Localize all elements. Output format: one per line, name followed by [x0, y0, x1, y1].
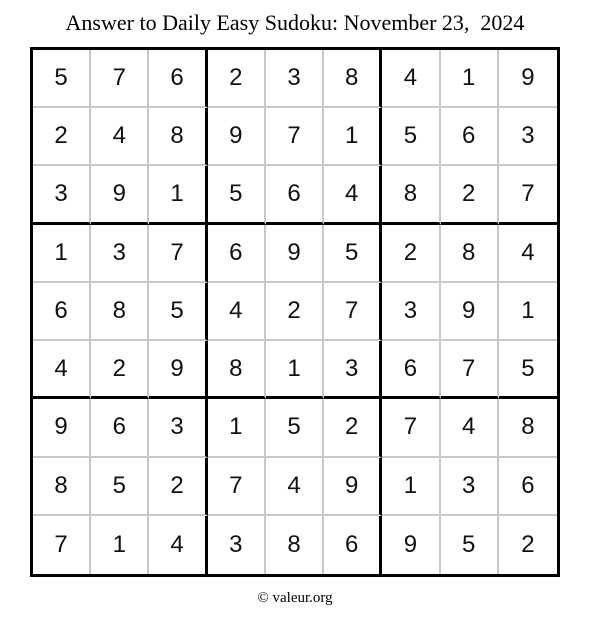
sudoku-cell-r9-c8: 5 — [441, 516, 499, 574]
sudoku-cell-r8-c3: 2 — [149, 458, 207, 516]
sudoku-board — [30, 47, 560, 577]
sudoku-cell-r3-c2: 9 — [91, 166, 149, 224]
sudoku-cell-r8-c5: 4 — [266, 458, 324, 516]
sudoku-cell-r5-c1: 6 — [33, 283, 91, 341]
sudoku-cell-r7-c5: 5 — [266, 399, 324, 457]
sudoku-cell-r8-c6: 9 — [324, 458, 382, 516]
sudoku-cell-r6-c7: 6 — [382, 341, 440, 399]
sudoku-cell-r7-c2: 6 — [91, 399, 149, 457]
sudoku-cell-r6-c8: 7 — [441, 341, 499, 399]
sudoku-cell-r1-c8: 1 — [441, 50, 499, 108]
sudoku-cell-r2-c5: 7 — [266, 108, 324, 166]
sudoku-cell-r8-c8: 3 — [441, 458, 499, 516]
sudoku-cell-r9-c6: 6 — [324, 516, 382, 574]
sudoku-cell-r2-c3: 8 — [149, 108, 207, 166]
sudoku-cell-r6-c4: 8 — [208, 341, 266, 399]
sudoku-cell-r2-c2: 4 — [91, 108, 149, 166]
sudoku-cell-r8-c1: 8 — [33, 458, 91, 516]
sudoku-cell-r9-c5: 8 — [266, 516, 324, 574]
sudoku-cell-r4-c3: 7 — [149, 225, 207, 283]
sudoku-cell-r5-c6: 7 — [324, 283, 382, 341]
sudoku-cell-r5-c7: 3 — [382, 283, 440, 341]
sudoku-cell-r3-c1: 3 — [33, 166, 91, 224]
sudoku-cell-r4-c2: 3 — [91, 225, 149, 283]
sudoku-cell-r5-c9: 1 — [499, 283, 557, 341]
sudoku-cell-r1-c1: 5 — [33, 50, 91, 108]
sudoku-cell-r4-c6: 5 — [324, 225, 382, 283]
sudoku-cell-r4-c7: 2 — [382, 225, 440, 283]
sudoku-cell-r1-c3: 6 — [149, 50, 207, 108]
sudoku-cell-r5-c4: 4 — [208, 283, 266, 341]
sudoku-cell-r6-c1: 4 — [33, 341, 91, 399]
sudoku-cell-r9-c3: 4 — [149, 516, 207, 574]
sudoku-cell-r5-c8: 9 — [441, 283, 499, 341]
sudoku-cell-r9-c9: 2 — [521, 530, 535, 558]
sudoku-cell-r3-c3: 1 — [149, 166, 207, 224]
sudoku-cell-r1-c6: 8 — [324, 50, 382, 108]
sudoku-cell-r3-c9: 7 — [499, 166, 557, 224]
sudoku-cell-r2-c1: 2 — [33, 108, 91, 166]
sudoku-cell-r4-c8: 8 — [441, 225, 499, 283]
sudoku-cell-r1-c2: 7 — [91, 50, 149, 108]
sudoku-cell-r4-c4: 6 — [208, 225, 266, 283]
sudoku-cell-r4-c5: 9 — [266, 225, 324, 283]
sudoku-cell-r6-c6: 3 — [324, 341, 382, 399]
sudoku-cell-r2-c4: 9 — [208, 108, 266, 166]
sudoku-cell-r9-c1: 7 — [33, 516, 91, 574]
sudoku-cell-r6-c5: 1 — [266, 341, 324, 399]
sudoku-cell-r8-c7: 1 — [382, 458, 440, 516]
sudoku-cell-r4-c1: 1 — [33, 225, 91, 283]
sudoku-cell-r7-c6: 2 — [324, 399, 382, 457]
sudoku-cell-r3-c4: 5 — [208, 166, 266, 224]
sudoku-cell-r8-c4: 7 — [208, 458, 266, 516]
sudoku-cell-r8-c9: 6 — [499, 458, 557, 516]
sudoku-cell-r7-c7: 7 — [382, 399, 440, 457]
sudoku-cell-r6-c2: 2 — [91, 341, 149, 399]
sudoku-cell-r7-c4: 1 — [208, 399, 266, 457]
sudoku-cell-r4-c9: 4 — [499, 225, 557, 283]
sudoku-cell-r8-c2: 5 — [91, 458, 149, 516]
sudoku-cell-r6-c9: 5 — [499, 341, 557, 399]
sudoku-cell-r2-c7: 5 — [382, 108, 440, 166]
sudoku-cell-r3-c8: 2 — [441, 166, 499, 224]
sudoku-cell-r1-c5: 3 — [266, 50, 324, 108]
sudoku-cell-r5-c5: 2 — [266, 283, 324, 341]
sudoku-cell-r1-c7: 4 — [382, 50, 440, 108]
sudoku-cell-r9-c7: 9 — [382, 516, 440, 574]
sudoku-cell-r1-c9: 9 — [499, 50, 557, 108]
sudoku-cell-r5-c2: 8 — [91, 283, 149, 341]
sudoku-cell-r2-c9: 3 — [499, 108, 557, 166]
sudoku-cell-r7-c3: 3 — [149, 399, 207, 457]
sudoku-cell-r3-c6: 4 — [324, 166, 382, 224]
sudoku-cell-r1-c4: 2 — [208, 50, 266, 108]
sudoku-cell-r2-c8: 6 — [441, 108, 499, 166]
sudoku-cell-r2-c6: 1 — [324, 108, 382, 166]
sudoku-cell-r7-c1: 9 — [33, 399, 91, 457]
sudoku-cell-r3-c7: 8 — [382, 166, 440, 224]
sudoku-cell-r6-c3: 9 — [149, 341, 207, 399]
sudoku-cell-r5-c3: 5 — [149, 283, 207, 341]
copyright-footer: © valeur.org — [257, 590, 333, 606]
sudoku-cell-r9-c2: 1 — [91, 516, 149, 574]
sudoku-cell-r7-c8: 4 — [441, 399, 499, 457]
sudoku-cell-r3-c5: 6 — [266, 166, 324, 224]
page-title: Answer to Daily Easy Sudoku: November 23, 2024 — [65, 10, 525, 35]
sudoku-cell-r9-c4: 3 — [208, 516, 266, 574]
sudoku-cell-r7-c9: 8 — [499, 399, 557, 457]
